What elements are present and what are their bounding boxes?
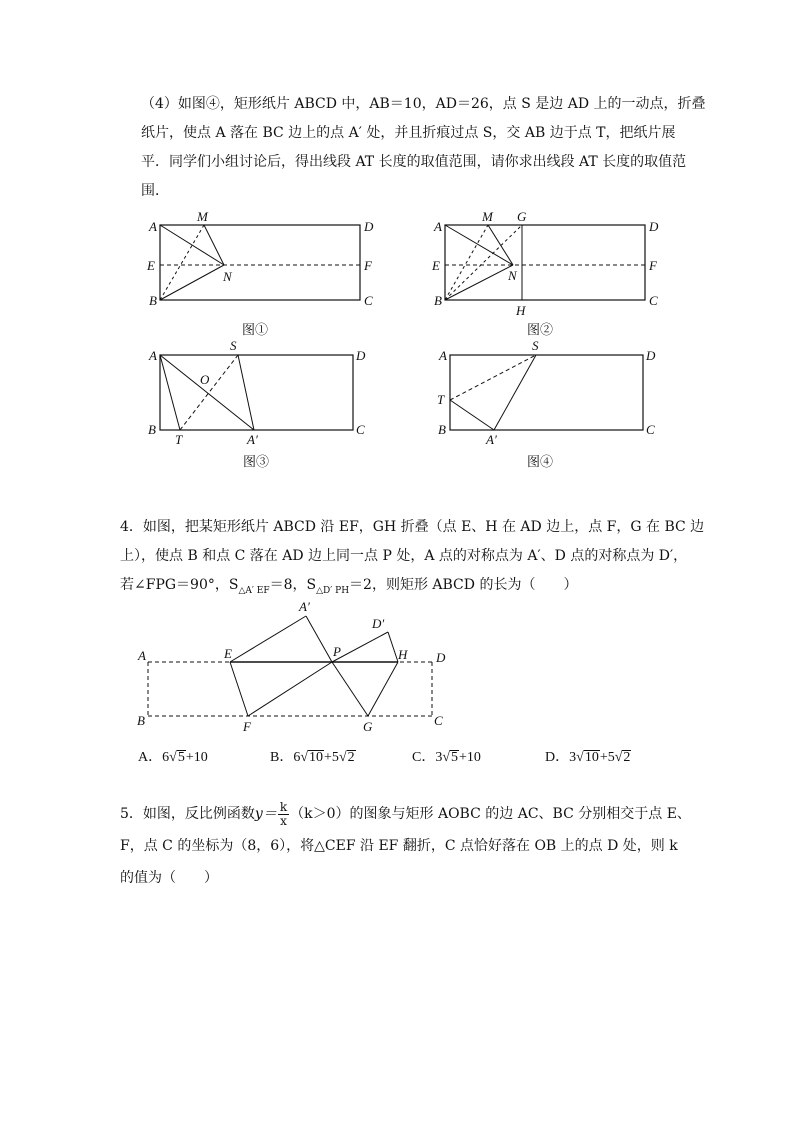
fig2-label-A: A — [434, 219, 442, 234]
fig2-caption: 图② — [527, 322, 554, 337]
q4-label-P: P — [333, 644, 341, 659]
q5-fraction: $\frac{k}{x}$ — [279, 799, 288, 828]
q3-line-3: 平．同学们小组讨论后，得出线段 AT 长度的取值范围，请你求出线段 AT 长度的取值范 — [141, 154, 687, 170]
fig2-label-G: G — [517, 209, 527, 224]
fig1-label-N: N — [223, 269, 232, 284]
q3-line-1: （4）如图④，矩形纸片 ABCD 中，AB＝10，AD＝26，点 S 是边 AD 上的一动点，折叠 — [141, 96, 706, 112]
q4-option-C[interactable]: C．3√5+10 — [412, 750, 481, 765]
fig2-label-E: E — [432, 258, 440, 273]
fig3-label-A-prime: A′ — [247, 432, 258, 447]
fig1-dashed-BM — [160, 225, 204, 300]
q4-option-A[interactable]: A．6√5+10 — [138, 750, 208, 765]
fig3-label-A: A — [149, 348, 157, 363]
fig4-label-B: B — [438, 422, 446, 437]
fig1-label-B: B — [149, 293, 157, 308]
q4-area-sub-1: △A′ EF — [238, 585, 270, 596]
fig3-label-S: S — [230, 338, 237, 353]
q3-part4-text — [141, 90, 706, 206]
q5-line-2: F，点 C 的坐标为（8，6），将△CEF 沿 EF 翻折，C 点恰好落在 OB 上的点 D 处，则 k — [120, 838, 678, 854]
fig2-label-D: D — [649, 219, 659, 234]
q4-label-D-prime: D′ — [372, 616, 385, 631]
fig4-label-T: T — [437, 392, 445, 407]
fig1-label-C: C — [364, 293, 373, 308]
fig4-label-A: A — [439, 348, 447, 363]
q5-line-1: 5．如图，反比例函数y＝ $\frac{k}{x}$ （k＞0）的图象与矩形 AOBC 的边 AC、BC 分别相交于点 E、 — [120, 799, 691, 828]
fig2-label-N: N — [508, 268, 517, 283]
q5-text — [120, 798, 700, 894]
fig1-label-D: D — [364, 219, 374, 234]
figure-2 — [425, 208, 675, 343]
fig1-label-E: E — [147, 258, 155, 273]
fig3-caption: 图③ — [243, 454, 270, 469]
fig1-label-A: A — [149, 219, 157, 234]
q4-figure — [130, 598, 460, 733]
q5-line-3: 的值为（ ） — [120, 870, 218, 886]
q4-label-A-prime: A′ — [299, 599, 310, 614]
q4-line-3: 若∠FPG＝90°，$S_{\triangle A' EF}=8$，$S_{\triangle D' PH}=2$，则矩形 ABCD 的长为（ ） — [120, 577, 578, 596]
q4-label-B: B — [137, 713, 145, 728]
q4-line-1: 4．如图，把某矩形纸片 ABCD 沿 EF，GH 折叠（点 E、H 在 AD 边上，点 F，G 在 BC 边 — [120, 519, 705, 535]
fig3-label-B: B — [148, 422, 156, 437]
fig3-dashed-TS — [180, 355, 238, 430]
q4-label-C: C — [434, 713, 443, 728]
fig4-label-D: D — [646, 348, 656, 363]
figure-4 — [430, 338, 680, 473]
fig3-label-O: O — [200, 372, 210, 387]
fig4-rectangle — [450, 355, 643, 430]
fig3-label-D: D — [356, 348, 366, 363]
q3-line-2: 纸片，使点 A 落在 BC 边上的点 A′ 处，并且折痕过点 S，交 AB 边于点 T，把纸片展 — [141, 125, 676, 141]
fig4-label-C: C — [646, 422, 655, 437]
figure-1 — [140, 208, 390, 343]
fig1-caption: 图① — [242, 322, 269, 337]
fig2-label-F: F — [649, 258, 657, 273]
q4-option-B[interactable]: B．6√10+5√2 — [270, 750, 355, 765]
fig3-label-C: C — [356, 422, 365, 437]
fig2-label-B: B — [434, 293, 442, 308]
fig1-label-M: M — [197, 209, 208, 224]
q4-label-H: H — [398, 647, 408, 662]
q4-label-G: G — [363, 719, 373, 733]
q3-line-4: 围． — [141, 183, 169, 199]
q4-label-D: D — [436, 650, 446, 665]
fig2-label-H: H — [516, 303, 526, 318]
q4-label-E: E — [224, 646, 232, 661]
fig4-caption: 图④ — [527, 454, 554, 469]
fig2-label-C: C — [649, 293, 658, 308]
fig1-rectangle — [160, 225, 360, 300]
fig3-label-T: T — [175, 432, 183, 447]
q4-option-D[interactable]: D．3√10+5√2 — [545, 750, 631, 765]
q4-text — [120, 513, 705, 606]
fig2-rectangle — [445, 225, 645, 300]
q4-area-sub-2: △D′ PH — [316, 585, 350, 596]
q4-label-A: A — [138, 648, 146, 663]
fig1-label-F: F — [364, 258, 372, 273]
fig4-label-A-prime: A′ — [486, 432, 497, 447]
q4-line-2: 上），使点 B 和点 C 落在 AD 边上同一点 P 处，A 点的对称点为 A′、D 点的对称点为 D′， — [120, 548, 688, 564]
fig2-label-M: M — [482, 209, 493, 224]
q4-label-F: F — [243, 719, 251, 733]
figure-3 — [140, 338, 390, 473]
fig4-label-S: S — [532, 338, 539, 353]
